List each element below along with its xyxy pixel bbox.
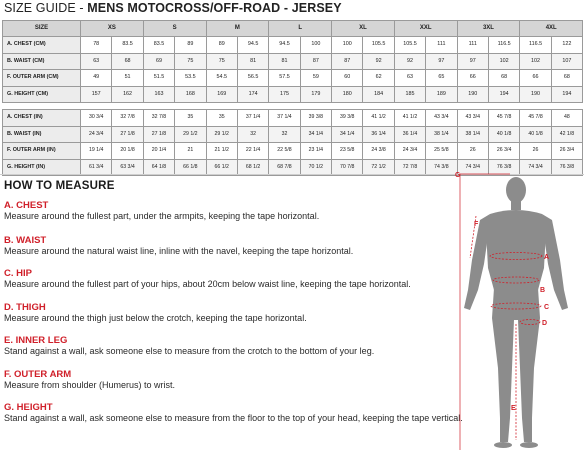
row-label: G. HEIGHT (CM) bbox=[3, 86, 81, 103]
table-cell: 65 bbox=[426, 70, 457, 87]
title-prefix: SIZE GUIDE - bbox=[4, 1, 88, 15]
table-cell: 157 bbox=[81, 86, 112, 103]
table-cell: 41 1/2 bbox=[363, 110, 394, 127]
measure-item bbox=[4, 268, 434, 290]
body-measurement-figure bbox=[440, 168, 584, 450]
table-cell: 27 1/8 bbox=[143, 126, 174, 143]
body-figure-svg bbox=[440, 168, 584, 450]
table-cell: 19 1/4 bbox=[81, 143, 112, 160]
size-header-xxl: XXL bbox=[394, 21, 457, 37]
table-cell: 89 bbox=[175, 37, 206, 54]
table-cell: 29 1/2 bbox=[206, 126, 237, 143]
letter-f: F bbox=[474, 221, 479, 228]
table-cell: 163 bbox=[143, 86, 174, 103]
table-cell: 45 7/8 bbox=[520, 110, 551, 127]
table-cell: 190 bbox=[520, 86, 551, 103]
table-cell: 92 bbox=[394, 53, 425, 70]
table-cell: 63 3/4 bbox=[112, 159, 143, 176]
measure-description: Stand against a wall, ask someone else to measure from the crotch to the bottom of your leg. bbox=[4, 346, 375, 356]
row-label: F. OUTER ARM (CM) bbox=[3, 70, 81, 87]
measure-item bbox=[4, 369, 434, 391]
table-cell: 24 3/4 bbox=[81, 126, 112, 143]
measure-heading: C. HIP bbox=[4, 268, 32, 279]
table-cell: 102 bbox=[520, 53, 551, 70]
measure-description: Measure around the fullest part, under the armpits, keeping the tape horizontal. bbox=[4, 211, 320, 221]
table-cell: 45 7/8 bbox=[488, 110, 519, 127]
table-cell: 70 1/2 bbox=[300, 159, 331, 176]
table-cell: 39 3/8 bbox=[300, 110, 331, 127]
page-title bbox=[4, 1, 342, 15]
size-header-3xl: 3XL bbox=[457, 21, 520, 37]
table-cell: 76 3/8 bbox=[551, 159, 582, 176]
table-cell: 38 1/4 bbox=[457, 126, 488, 143]
table-cell: 20 1/8 bbox=[112, 143, 143, 160]
size-header-4xl: 4XL bbox=[520, 21, 583, 37]
measure-item bbox=[4, 235, 434, 257]
table-cell: 32 7/8 bbox=[143, 110, 174, 127]
table-cell: 30 3/4 bbox=[81, 110, 112, 127]
size-header-row bbox=[3, 21, 583, 37]
size-header-xl: XL bbox=[332, 21, 395, 37]
table-cell: 78 bbox=[81, 37, 112, 54]
table-cell: 89 bbox=[206, 37, 237, 54]
table-cell: 21 1/2 bbox=[206, 143, 237, 160]
measure-heading: D. THIGH bbox=[4, 302, 46, 313]
table-cell: 69 bbox=[143, 53, 174, 70]
table-cell: 22 5/8 bbox=[269, 143, 300, 160]
table-cell: 116.5 bbox=[520, 37, 551, 54]
table-cell: 194 bbox=[488, 86, 519, 103]
table-cell: 23 1/4 bbox=[300, 143, 331, 160]
table-cell: 162 bbox=[112, 86, 143, 103]
table-gap-cell bbox=[3, 103, 583, 110]
table-gap-row bbox=[3, 103, 583, 110]
table-cell: 169 bbox=[206, 86, 237, 103]
row-label: B. WAIST (IN) bbox=[3, 126, 81, 143]
how-to-measure-heading: HOW TO MEASURE bbox=[4, 180, 115, 192]
table-cell: 27 1/8 bbox=[112, 126, 143, 143]
table-cell: 75 bbox=[175, 53, 206, 70]
table-cell: 68 7/8 bbox=[269, 159, 300, 176]
table-cell: 175 bbox=[269, 86, 300, 103]
table-cell: 25 5/8 bbox=[426, 143, 457, 160]
table-cell: 68 1/2 bbox=[237, 159, 268, 176]
letter-g: G bbox=[455, 172, 461, 179]
table-cell: 68 bbox=[112, 53, 143, 70]
table-cell: 81 bbox=[269, 53, 300, 70]
table-cell: 66 bbox=[457, 70, 488, 87]
table-cell: 24 3/4 bbox=[394, 143, 425, 160]
measure-item bbox=[4, 302, 434, 324]
table-cell: 42 1/8 bbox=[551, 126, 582, 143]
measure-description: Stand against a wall, ask someone else to measure from the floor to the top of your head, keeping the tape vertical. bbox=[4, 413, 463, 423]
table-cell: 68 bbox=[488, 70, 519, 87]
measure-description: Measure around the natural waist line, inline with the navel, keeping the tape horizontal. bbox=[4, 246, 354, 256]
table-cell: 168 bbox=[175, 86, 206, 103]
table-cell: 174 bbox=[237, 86, 268, 103]
table-cell: 87 bbox=[300, 53, 331, 70]
table-cell: 24 3/8 bbox=[363, 143, 394, 160]
letter-c: C bbox=[544, 304, 550, 311]
left-arm bbox=[464, 214, 490, 310]
table-cell: 41 1/2 bbox=[394, 110, 425, 127]
table-cell: 26 bbox=[457, 143, 488, 160]
measure-item bbox=[4, 335, 434, 357]
table-cell: 74 3/4 bbox=[457, 159, 488, 176]
table-cell: 35 bbox=[175, 110, 206, 127]
table-cell: 62 bbox=[363, 70, 394, 87]
size-table bbox=[2, 20, 583, 176]
letter-a: A bbox=[544, 254, 550, 261]
left-foot bbox=[494, 442, 512, 448]
table-cell: 87 bbox=[332, 53, 363, 70]
table-cell: 66 bbox=[520, 70, 551, 87]
table-cell: 100 bbox=[300, 37, 331, 54]
table-cell: 32 bbox=[237, 126, 268, 143]
table-cell: 72 1/2 bbox=[363, 159, 394, 176]
table-cell: 22 1/4 bbox=[237, 143, 268, 160]
size-header-label: SIZE bbox=[3, 21, 81, 37]
table-cell: 53.5 bbox=[175, 70, 206, 87]
table-cell: 34 1/4 bbox=[332, 126, 363, 143]
table-cell: 26 bbox=[520, 143, 551, 160]
row-label: A. CHEST (CM) bbox=[3, 37, 81, 54]
table-cell: 26 3/4 bbox=[488, 143, 519, 160]
table-cell: 184 bbox=[363, 86, 394, 103]
letter-d: D bbox=[542, 320, 548, 327]
table-cell: 180 bbox=[332, 86, 363, 103]
table-cell: 83.5 bbox=[112, 37, 143, 54]
table-cell: 26 3/4 bbox=[551, 143, 582, 160]
table-cell: 51.5 bbox=[143, 70, 174, 87]
measure-item bbox=[4, 200, 434, 222]
table-cell: 59 bbox=[300, 70, 331, 87]
table-row bbox=[3, 70, 583, 87]
table-cell: 54.5 bbox=[206, 70, 237, 87]
table-cell: 68 bbox=[551, 70, 582, 87]
table-cell: 56.5 bbox=[237, 70, 268, 87]
size-header-xs: XS bbox=[81, 21, 144, 37]
table-cell: 66 1/8 bbox=[175, 159, 206, 176]
table-cell: 48 bbox=[551, 110, 582, 127]
table-cell: 190 bbox=[457, 86, 488, 103]
measure-heading: E. INNER LEG bbox=[4, 335, 68, 346]
table-cell: 43 3/4 bbox=[426, 110, 457, 127]
table-cell: 107 bbox=[551, 53, 582, 70]
row-label: B. WAIST (CM) bbox=[3, 53, 81, 70]
measure-heading: G. HEIGHT bbox=[4, 402, 53, 413]
table-cell: 37 1/4 bbox=[269, 110, 300, 127]
head bbox=[506, 177, 526, 203]
measure-heading: F. OUTER ARM bbox=[4, 369, 72, 380]
table-cell: 34 1/4 bbox=[300, 126, 331, 143]
right-foot bbox=[520, 442, 538, 448]
table-cell: 105.5 bbox=[363, 37, 394, 54]
table-cell: 35 bbox=[206, 110, 237, 127]
measure-description: Measure around the fullest part of your hips, about 20cm below waist line, keeping the tape horizontal. bbox=[4, 279, 411, 289]
table-cell: 32 7/8 bbox=[112, 110, 143, 127]
table-cell: 63 bbox=[81, 53, 112, 70]
table-cell: 105.5 bbox=[394, 37, 425, 54]
table-row bbox=[3, 86, 583, 103]
table-cell: 37 1/4 bbox=[237, 110, 268, 127]
table-cell: 97 bbox=[426, 53, 457, 70]
letter-b: B bbox=[540, 287, 546, 294]
table-cell: 189 bbox=[426, 86, 457, 103]
size-header-s: S bbox=[143, 21, 206, 37]
table-cell: 74 3/8 bbox=[426, 159, 457, 176]
table-cell: 63 bbox=[394, 70, 425, 87]
table-row bbox=[3, 37, 583, 54]
table-cell: 97 bbox=[457, 53, 488, 70]
table-cell: 76 3/8 bbox=[488, 159, 519, 176]
table-cell: 20 1/4 bbox=[143, 143, 174, 160]
measure-heading: B. WAIST bbox=[4, 235, 47, 246]
row-label: F. OUTER ARM (IN) bbox=[3, 143, 81, 160]
table-cell: 51 bbox=[112, 70, 143, 87]
table-cell: 60 bbox=[332, 70, 363, 87]
size-header-m: M bbox=[206, 21, 269, 37]
table-cell: 39 3/8 bbox=[332, 110, 363, 127]
table-cell: 74 3/4 bbox=[520, 159, 551, 176]
table-cell: 61 3/4 bbox=[81, 159, 112, 176]
measure-description: Measure around the thigh just below the crotch, keeping the tape horizontal. bbox=[4, 313, 307, 323]
right-arm bbox=[542, 214, 568, 310]
table-cell: 36 1/4 bbox=[394, 126, 425, 143]
table-cell: 49 bbox=[81, 70, 112, 87]
table-row bbox=[3, 126, 583, 143]
table-cell: 43 3/4 bbox=[457, 110, 488, 127]
row-label: G. HEIGHT (IN) bbox=[3, 159, 81, 176]
row-label: A. CHEST (IN) bbox=[3, 110, 81, 127]
table-cell: 194 bbox=[551, 86, 582, 103]
table-cell: 66 1/2 bbox=[206, 159, 237, 176]
table-cell: 70 7/8 bbox=[332, 159, 363, 176]
letter-e: E bbox=[511, 405, 516, 412]
table-cell: 32 bbox=[269, 126, 300, 143]
table-cell: 111 bbox=[426, 37, 457, 54]
table-cell: 94.5 bbox=[269, 37, 300, 54]
table-row bbox=[3, 110, 583, 127]
table-cell: 81 bbox=[237, 53, 268, 70]
size-header-l: L bbox=[269, 21, 332, 37]
table-cell: 36 1/4 bbox=[363, 126, 394, 143]
measure-item bbox=[4, 402, 463, 424]
table-cell: 179 bbox=[300, 86, 331, 103]
table-cell: 75 bbox=[206, 53, 237, 70]
title-main: MENS MOTOCROSS/OFF-ROAD - JERSEY bbox=[87, 1, 342, 15]
table-cell: 40 1/8 bbox=[488, 126, 519, 143]
table-cell: 102 bbox=[488, 53, 519, 70]
table-cell: 83.5 bbox=[143, 37, 174, 54]
table-row bbox=[3, 143, 583, 160]
table-cell: 122 bbox=[551, 37, 582, 54]
table-cell: 40 1/8 bbox=[520, 126, 551, 143]
table-cell: 38 1/4 bbox=[426, 126, 457, 143]
table-cell: 92 bbox=[363, 53, 394, 70]
table-cell: 111 bbox=[457, 37, 488, 54]
table-cell: 64 1/8 bbox=[143, 159, 174, 176]
neck bbox=[511, 201, 521, 210]
table-cell: 185 bbox=[394, 86, 425, 103]
measure-heading: A. CHEST bbox=[4, 200, 49, 211]
measure-description: Measure from shoulder (Humerus) to wrist. bbox=[4, 380, 176, 390]
table-cell: 72 7/8 bbox=[394, 159, 425, 176]
table-cell: 57.5 bbox=[269, 70, 300, 87]
body-silhouette bbox=[464, 177, 568, 448]
table-cell: 21 bbox=[175, 143, 206, 160]
table-cell: 116.5 bbox=[488, 37, 519, 54]
table-cell: 100 bbox=[332, 37, 363, 54]
torso bbox=[486, 210, 546, 290]
table-row bbox=[3, 53, 583, 70]
table-cell: 94.5 bbox=[237, 37, 268, 54]
table-cell: 23 5/8 bbox=[332, 143, 363, 160]
table-cell: 29 1/2 bbox=[175, 126, 206, 143]
